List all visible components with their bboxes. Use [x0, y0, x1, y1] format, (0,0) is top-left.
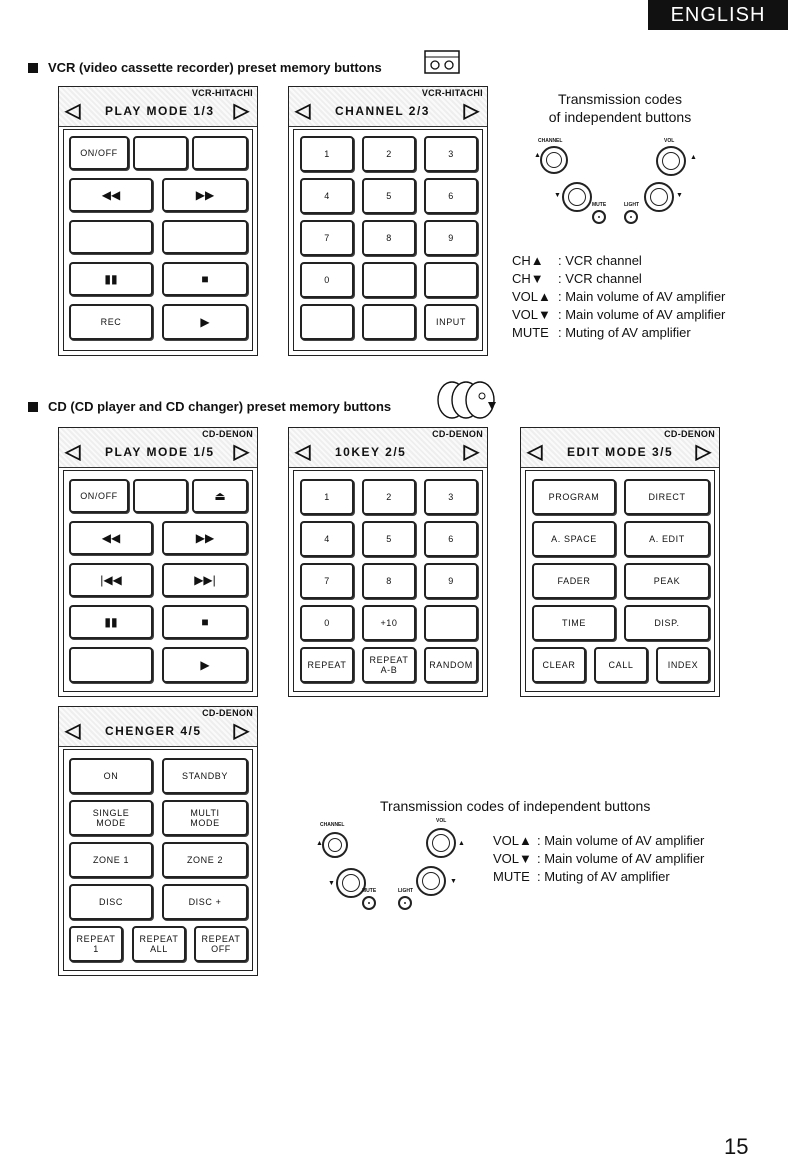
vcr-heading-text: VCR (video cassette recorder) preset memory buttons	[48, 60, 382, 75]
key-4-button[interactable]: 4	[300, 178, 354, 214]
device-brand-label: CD-DENON	[202, 429, 253, 439]
cd-edit-mode-panel	[520, 427, 720, 697]
button-grid	[63, 749, 253, 971]
legend-key: VOL▼	[512, 307, 551, 322]
button-grid	[525, 470, 715, 692]
cd-codes-title: Transmission codes of independent buttons	[380, 798, 651, 814]
rewind-button[interactable]: ◀◀	[69, 521, 153, 555]
blank-button[interactable]	[424, 605, 478, 641]
prev-page-icon[interactable]: ◁	[65, 441, 81, 463]
time-button[interactable]: TIME	[532, 605, 616, 641]
next-page-icon[interactable]: ▷	[233, 100, 249, 122]
program-button[interactable]: PROGRAM	[532, 479, 616, 515]
on-off-button[interactable]: ON/OFF	[69, 136, 129, 170]
key-8-button[interactable]: 8	[362, 563, 416, 599]
cd-changer-panel	[58, 706, 258, 976]
cd-heading-text: CD (CD player and CD changer) preset memory buttons	[48, 399, 392, 414]
vol-up-knob[interactable]	[426, 828, 456, 858]
vcr-legend	[512, 252, 725, 342]
legend-key: VOL▲	[512, 289, 551, 304]
blank-button[interactable]	[69, 647, 153, 683]
key-7-button[interactable]: 7	[300, 563, 354, 599]
multi-mode-button[interactable]: MULTI MODE	[162, 800, 248, 836]
next-page-icon[interactable]: ▷	[463, 441, 479, 463]
standby-button[interactable]: STANDBY	[162, 758, 248, 794]
key-0-button[interactable]: 0	[300, 262, 354, 298]
play-button[interactable]: ▶	[162, 304, 248, 340]
panel-header	[59, 428, 257, 468]
call-button[interactable]: CALL	[594, 647, 648, 683]
light-knob-label: LIGHT	[398, 888, 413, 894]
panel-title: PLAY MODE 1/5	[105, 445, 215, 459]
next-page-icon[interactable]: ▷	[233, 720, 249, 742]
play-button[interactable]: ▶	[162, 647, 248, 683]
disp-button[interactable]: DISP.	[624, 605, 710, 641]
peak-button[interactable]: PEAK	[624, 563, 710, 599]
vol-up-knob[interactable]	[656, 146, 686, 176]
repeat-all-button[interactable]: REPEAT ALL	[132, 926, 186, 962]
legend-desc: : Muting of AV amplifier	[558, 325, 691, 340]
down-arrow-icon: ▼	[450, 878, 457, 885]
random-button[interactable]: RANDOM	[424, 647, 478, 683]
fast-forward-button[interactable]: ▶▶	[162, 521, 248, 555]
channel-knob-label: CHANNEL	[320, 822, 345, 828]
vol-down-knob[interactable]	[644, 182, 674, 212]
blank-button[interactable]	[192, 136, 248, 170]
device-brand-label: CD-DENON	[664, 429, 715, 439]
next-page-icon[interactable]: ▷	[233, 441, 249, 463]
legend-key: VOL▼	[493, 851, 532, 866]
a-edit-button[interactable]: A. EDIT	[624, 521, 710, 557]
cd-10key-panel	[288, 427, 488, 697]
panel-title: CHENGER 4/5	[105, 724, 202, 738]
channel-down-knob[interactable]	[562, 182, 592, 212]
stop-button[interactable]: ■	[162, 605, 248, 639]
panel-header	[289, 428, 487, 468]
fast-forward-button[interactable]: ▶▶	[162, 178, 248, 212]
legend-desc: : Main volume of AV amplifier	[558, 289, 726, 304]
mute-button[interactable]	[592, 210, 606, 224]
legend-desc: : VCR channel	[558, 271, 642, 286]
cd-section-heading	[28, 399, 391, 414]
vcr-codes-title: Transmission codes of independent buttons	[548, 91, 692, 125]
down-arrow-icon: ▼	[328, 880, 335, 887]
device-brand-label: VCR-HITACHI	[421, 88, 483, 98]
key-1-button[interactable]: 1	[300, 136, 354, 172]
blank-button[interactable]	[362, 304, 416, 340]
key-9-button[interactable]: 9	[424, 220, 478, 256]
blank-button[interactable]	[424, 262, 478, 298]
eject-button[interactable]: ⏏	[192, 479, 248, 513]
zone-2-button[interactable]: ZONE 2	[162, 842, 248, 878]
prev-page-icon[interactable]: ◁	[65, 720, 81, 742]
cd-knob-diagram	[312, 818, 472, 918]
down-arrow-icon: ▼	[676, 192, 683, 199]
repeat-button[interactable]: REPEAT	[300, 647, 354, 683]
legend-desc: : VCR channel	[558, 253, 642, 268]
device-brand-label: CD-DENON	[432, 429, 483, 439]
up-arrow-icon: ▲	[534, 152, 541, 159]
repeat-off-button[interactable]: REPEAT OFF	[194, 926, 248, 962]
vol-knob-label: VOL	[436, 818, 447, 824]
button-grid	[63, 470, 253, 692]
blank-button[interactable]	[300, 304, 354, 340]
vol-down-knob[interactable]	[416, 866, 446, 896]
blank-button[interactable]	[362, 262, 416, 298]
down-arrow-icon: ▼	[554, 192, 561, 199]
mute-knob-label: MUTE	[362, 888, 377, 894]
key-6-button[interactable]: 6	[424, 178, 478, 214]
button-grid	[293, 470, 483, 692]
key-3-button[interactable]: 3	[424, 136, 478, 172]
vcr-section-heading	[28, 60, 382, 75]
panel-header	[289, 87, 487, 127]
prev-page-icon[interactable]: ◁	[65, 100, 81, 122]
bullet-square	[28, 402, 38, 412]
light-knob-label: LIGHT	[624, 202, 639, 208]
panel-title: PLAY MODE 1/3	[105, 104, 215, 118]
on-button[interactable]: ON	[69, 758, 153, 794]
key-5-button[interactable]: 5	[362, 178, 416, 214]
panel-header	[59, 707, 257, 747]
light-button[interactable]	[398, 896, 412, 910]
panel-title: EDIT MODE 3/5	[567, 445, 674, 459]
legend-desc: : Main volume of AV amplifier	[537, 833, 705, 848]
pause-button[interactable]: ▮▮	[69, 605, 153, 639]
pause-button[interactable]: ▮▮	[69, 262, 153, 296]
repeat-a-b-button[interactable]: REPEAT A-B	[362, 647, 416, 683]
key-5-button[interactable]: 5	[362, 521, 416, 557]
button-grid	[63, 129, 253, 351]
repeat-1-button[interactable]: REPEAT 1	[69, 926, 123, 962]
next-page-icon[interactable]: ▷	[695, 441, 711, 463]
single-mode-button[interactable]: SINGLE MODE	[69, 800, 153, 836]
mute-knob-label: MUTE	[592, 202, 607, 208]
legend-desc: : Muting of AV amplifier	[537, 869, 670, 884]
index-button[interactable]: INDEX	[656, 647, 710, 683]
key-6-button[interactable]: 6	[424, 521, 478, 557]
skip-back-button[interactable]: |◀◀	[69, 563, 153, 597]
device-brand-label: CD-DENON	[202, 708, 253, 718]
blank-button[interactable]	[69, 220, 153, 254]
legend-key: VOL▲	[493, 833, 532, 848]
up-arrow-icon: ▲	[316, 840, 323, 847]
legend-desc: : Main volume of AV amplifier	[537, 851, 705, 866]
legend-key: CH▲	[512, 253, 544, 268]
blank-button[interactable]	[162, 220, 248, 254]
key-2-button[interactable]: 2	[362, 479, 416, 515]
up-arrow-icon: ▲	[690, 154, 697, 161]
legend-key: MUTE	[493, 869, 530, 884]
clear-button[interactable]: CLEAR	[532, 647, 586, 683]
rec-button[interactable]: REC	[69, 304, 153, 340]
cd-legend	[493, 832, 704, 886]
vcr-cassette-icon	[424, 50, 460, 74]
blank-button[interactable]	[133, 479, 188, 513]
light-button[interactable]	[624, 210, 638, 224]
next-page-icon[interactable]: ▷	[463, 100, 479, 122]
panel-header	[521, 428, 719, 468]
channel-knob-label: CHANNEL	[538, 138, 563, 144]
direct-button[interactable]: DIRECT	[624, 479, 710, 515]
device-brand-label: VCR-HITACHI	[191, 88, 253, 98]
key-3-button[interactable]: 3	[424, 479, 478, 515]
vol-knob-label: VOL	[664, 138, 675, 144]
disc-button[interactable]: DISC	[69, 884, 153, 920]
panel-title: 10KEY 2/5	[335, 445, 407, 459]
plus-10-button[interactable]: +10	[362, 605, 416, 641]
mute-button[interactable]	[362, 896, 376, 910]
prev-page-icon[interactable]: ◁	[295, 100, 311, 122]
zone-1-button[interactable]: ZONE 1	[69, 842, 153, 878]
key-8-button[interactable]: 8	[362, 220, 416, 256]
blank-button[interactable]	[133, 136, 188, 170]
channel-up-knob[interactable]	[540, 146, 568, 174]
prev-page-icon[interactable]: ◁	[295, 441, 311, 463]
panel-header	[59, 87, 257, 127]
vcr-play-mode-panel	[58, 86, 258, 356]
key-7-button[interactable]: 7	[300, 220, 354, 256]
key-1-button[interactable]: 1	[300, 479, 354, 515]
cd-discs-icon	[434, 380, 506, 420]
skip-forward-button[interactable]: ▶▶|	[162, 563, 248, 597]
channel-up-knob[interactable]	[322, 832, 348, 858]
key-4-button[interactable]: 4	[300, 521, 354, 557]
panel-title: CHANNEL 2/3	[335, 104, 430, 118]
legend-key: MUTE	[512, 325, 549, 340]
up-arrow-icon: ▲	[458, 840, 465, 847]
bullet-square	[28, 63, 38, 73]
legend-key: CH▼	[512, 271, 544, 286]
key-9-button[interactable]: 9	[424, 563, 478, 599]
input-button[interactable]: INPUT	[424, 304, 478, 340]
disc-plus-button[interactable]: DISC +	[162, 884, 248, 920]
prev-page-icon[interactable]: ◁	[527, 441, 543, 463]
a-space-button[interactable]: A. SPACE	[532, 521, 616, 557]
on-off-button[interactable]: ON/OFF	[69, 479, 129, 513]
legend-desc: : Main volume of AV amplifier	[558, 307, 726, 322]
fader-button[interactable]: FADER	[532, 563, 616, 599]
key-0-button[interactable]: 0	[300, 605, 354, 641]
button-grid	[293, 129, 483, 351]
cd-play-mode-panel	[58, 427, 258, 697]
vcr-knob-diagram	[530, 136, 710, 226]
language-tab: ENGLISH	[648, 0, 788, 30]
vcr-channel-panel	[288, 86, 488, 356]
page-number: 15	[724, 1134, 749, 1159]
rewind-button[interactable]: ◀◀	[69, 178, 153, 212]
key-2-button[interactable]: 2	[362, 136, 416, 172]
stop-button[interactable]: ■	[162, 262, 248, 296]
